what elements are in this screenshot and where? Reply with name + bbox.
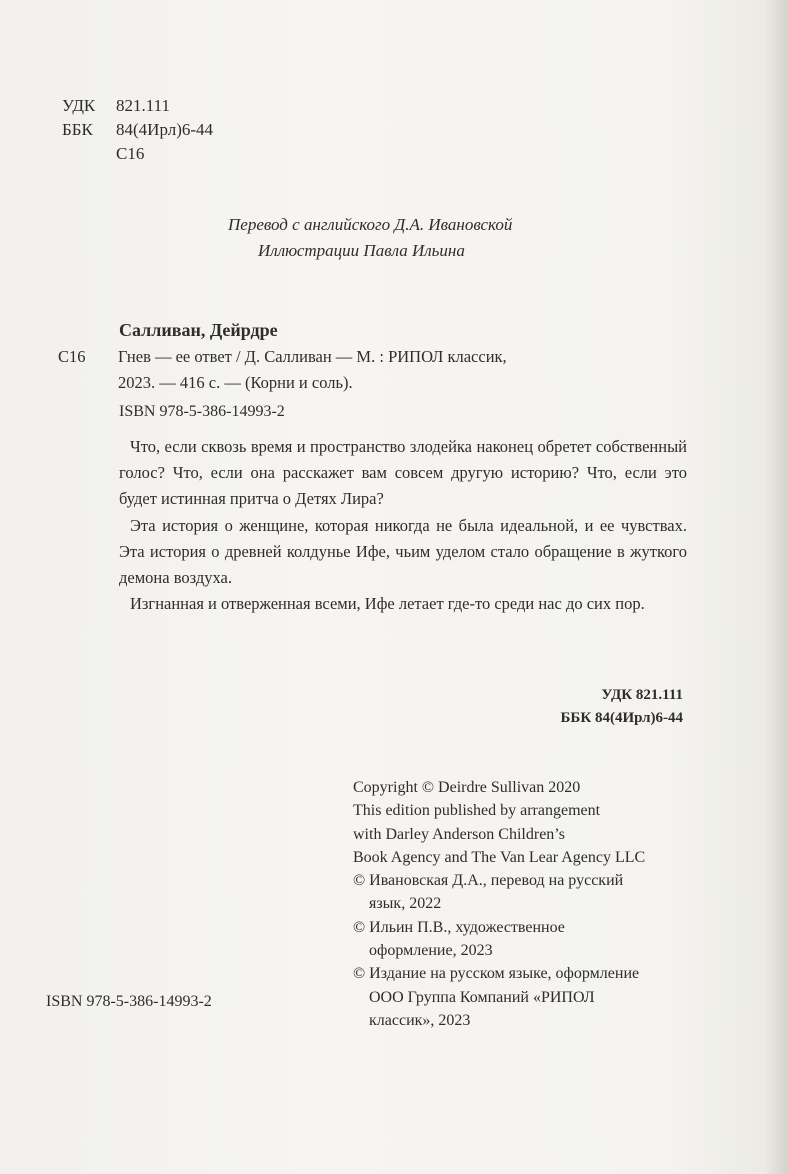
copyright-line-6: язык, 2022 xyxy=(369,895,442,913)
copyright-line-7: © Ильин П.В., художественное xyxy=(353,918,565,936)
classification-block xyxy=(62,94,213,166)
copyright-block xyxy=(353,776,645,1032)
copyright-line-4: Book Agency and The Van Lear Agency LLC xyxy=(353,848,646,866)
bbk-value: 84(4Ирл)6-44 xyxy=(116,120,214,139)
copyright-line-10: ООО Группа Компаний «РИПОЛ xyxy=(369,988,595,1006)
copyright-line-8: оформление, 2023 xyxy=(369,942,493,960)
author-mark-line xyxy=(62,142,213,166)
author-heading: Салливан, Дейрдре xyxy=(119,320,278,340)
credits-block xyxy=(228,212,512,264)
biblio-line-1 xyxy=(58,344,507,370)
copyright-line-3: with Darley Anderson Children’s xyxy=(353,825,565,843)
bbk-bottom: ББК 84(4Ирл)6-44 xyxy=(560,710,683,726)
annotation xyxy=(119,434,687,617)
biblio-title-line: Гнев — ее ответ / Д. Салливан — М. : РИПОЛ классик, xyxy=(118,347,507,366)
translation-credit: Перевод с английского Д.А. Ивановской xyxy=(228,215,513,234)
udk-bottom: УДК 821.111 xyxy=(601,687,683,703)
annotation-paragraph-1: Что, если сквозь время и пространство злодейка наконец обретет собственный голос? Что, если она расскажет вам совсем другую историю? Что, если это будет истинная притча о Детях Лира? xyxy=(119,437,687,509)
author-mark: С16 xyxy=(116,144,145,163)
copyright-line-5: © Ивановская Д.А., перевод на русский xyxy=(353,872,624,890)
page-spine-shadow xyxy=(765,0,787,1174)
udk-value: 821.111 xyxy=(116,96,170,115)
copyright-line-2: This edition published by arrangement xyxy=(353,802,601,820)
udk-line xyxy=(62,94,213,118)
copyright-line-1: Copyright © Deirdre Sullivan 2020 xyxy=(353,779,581,796)
bbk-label: ББК xyxy=(62,120,93,139)
classification-bottom xyxy=(561,684,684,730)
biblio-author-mark: С16 xyxy=(58,347,86,366)
isbn-footer: ISBN 978-5-386-14993-2 xyxy=(46,993,212,1010)
illustration-credit: Иллюстрации Павла Ильина xyxy=(258,241,465,260)
annotation-paragraph-2: Эта история о женщине, которая никогда не была идеальной, и ее чувствах. Эта история о древней колдунье Ифе, чьим уделом стало обращение в жуткого демона воздуха. xyxy=(119,515,687,588)
isbn-main: ISBN 978-5-386-14993-2 xyxy=(119,403,285,420)
bbk-line xyxy=(62,118,213,142)
annotation-paragraph-3: Изгнанная и отверженная всеми, Ифе летает где-то среди нас до сих пор. xyxy=(130,594,645,614)
udk-label: УДК xyxy=(62,96,96,115)
biblio-line-2: 2023. — 416 с. — (Корни и соль). xyxy=(118,373,353,392)
copyright-line-11: классик», 2023 xyxy=(369,1011,471,1029)
bibliographic-description xyxy=(58,344,507,396)
copyright-line-9: © Издание на русском языке, оформление xyxy=(353,965,640,983)
